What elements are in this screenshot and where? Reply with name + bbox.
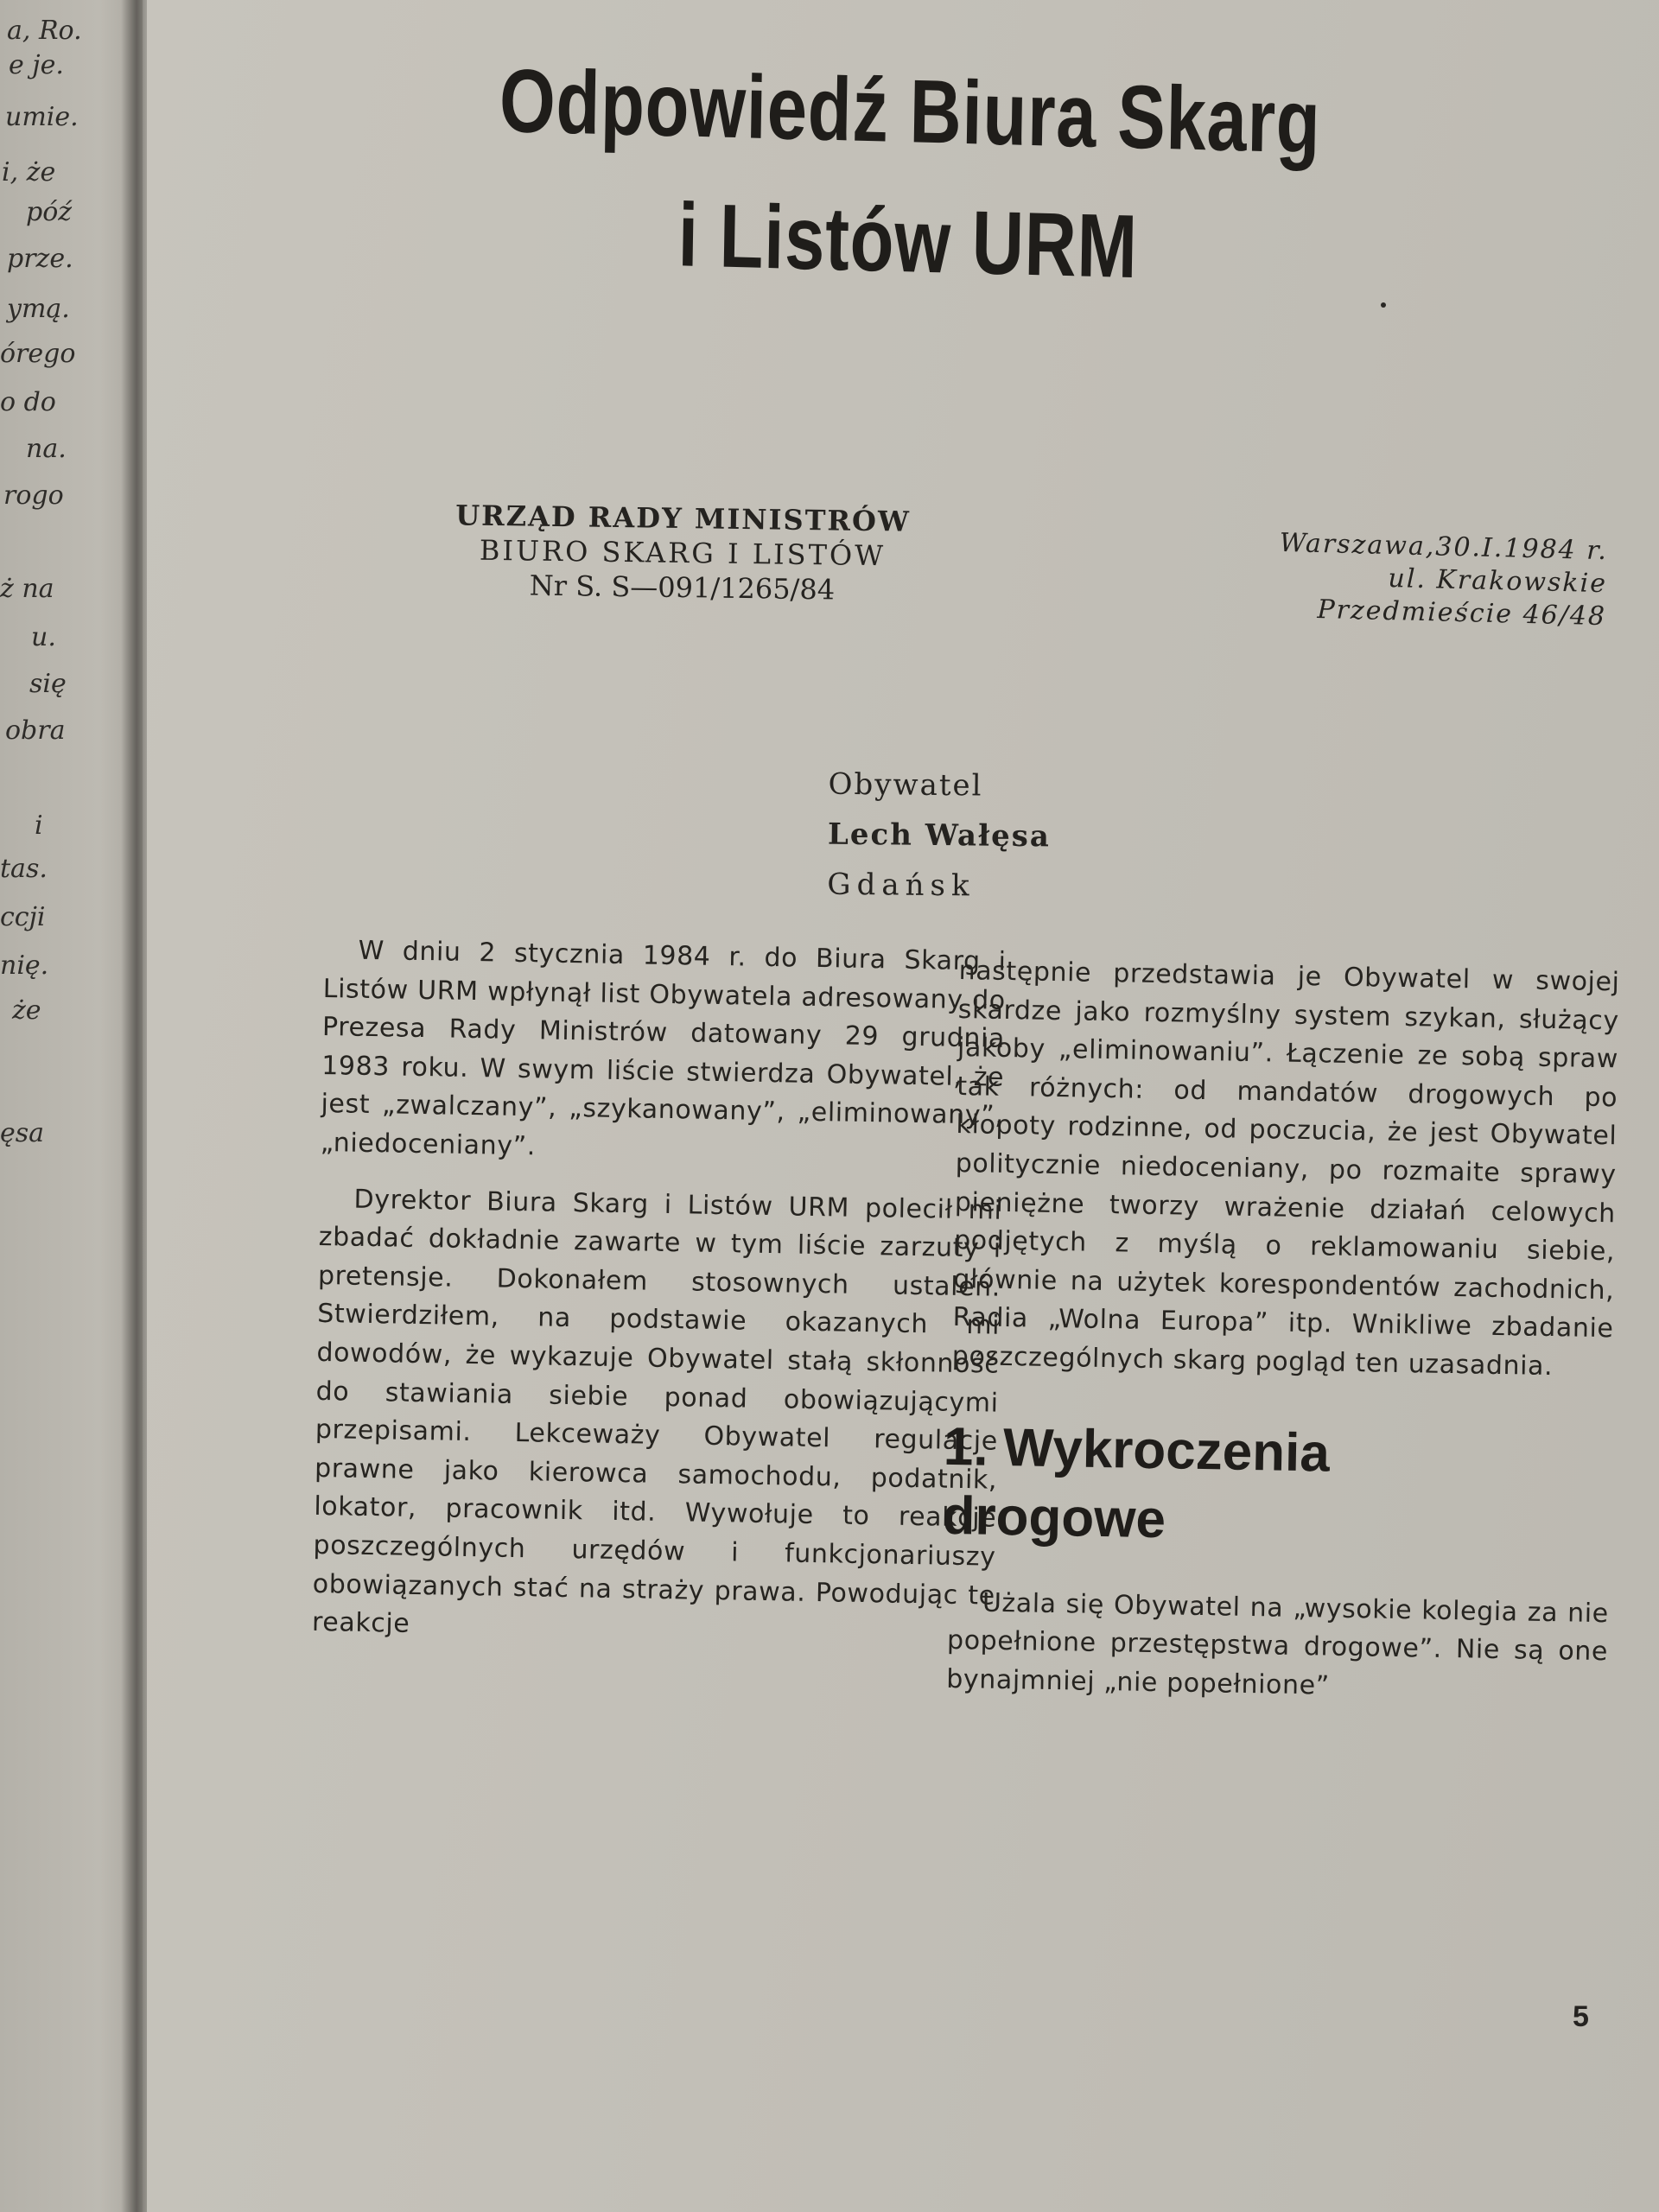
left-page-fragment: umie. — [5, 102, 79, 132]
left-page-fragment: ż na — [0, 574, 54, 604]
left-page-fragment: ymą. — [7, 294, 70, 324]
letter-recipient — [827, 760, 1052, 912]
magazine-page — [147, 0, 1659, 2212]
left-page-fragment: póź — [26, 197, 73, 227]
section-heading — [942, 1412, 1612, 1561]
text-column-right — [942, 952, 1620, 1711]
left-page-fragment: rogo — [3, 480, 64, 511]
left-page-fragment: tas. — [0, 854, 48, 884]
street-line: ul. Krakowskie — [1388, 563, 1608, 600]
text-column-left — [312, 931, 1007, 1654]
page-title — [302, 31, 1516, 322]
left-page-fragment: i — [35, 810, 43, 841]
left-page-fragment: o do — [0, 387, 56, 417]
reference-number: Nr S. S—091/1265/84 — [529, 569, 836, 607]
left-page-fragment: e je. — [9, 50, 64, 80]
sender-bureau: BIURO SKARG I LISTÓW — [479, 533, 887, 573]
sender-office: URZĄD RADY MINISTRÓW — [454, 499, 912, 538]
street-number: Przedmieście 46/48 — [1317, 594, 1607, 632]
ink-speck — [1381, 302, 1386, 308]
recipient-city: Gdańsk — [827, 867, 976, 904]
title-line-2: i Listów URM — [677, 185, 1139, 298]
left-page-fragment: a, Ro. — [7, 16, 82, 46]
left-page-fragment: że — [12, 995, 41, 1026]
left-page-fragment: u. — [31, 622, 56, 652]
section-heading-line-2: drogowe — [942, 1485, 1166, 1549]
left-page-fragment: órego — [0, 339, 76, 369]
title-line-1: Odpowiedź Biura Skarg — [499, 50, 1322, 173]
left-page-fragment: nię. — [0, 950, 49, 981]
left-page-fragment: i, że — [2, 157, 56, 188]
paragraph: Dyrektor Biura Skarg i Listów URM polecił mi zbadać dokładnie zawarte w tym liście zarzuty i pretensje. Dokonałem stosownych ustaleń. Stwierdziłem, na podstawie okazanych mi dowodów, że wykazuje Obywatel stałą skłonność do stawiania siebie ponad obowiązującymi przepisami. Lekceważy Obywatel regulacje prawne jako kierowca samochodu, podatnik, lokator, pracownik itd. Wywołuje to reakcje poszczególnych urzędów i funkcjonariuszy obowiązanych stać na straży prawa. Powodując te reakcje — [311, 1184, 1002, 1639]
left-page-fragment: obra — [5, 715, 66, 746]
left-page-fragment: się — [29, 669, 67, 699]
section-heading-line-1: 1. Wykroczenia — [943, 1416, 1331, 1484]
paragraph: W dniu 2 stycznia 1984 r. do Biura Skarg i Listów URM wpłynął list Obywatela adresowany do Prezesa Rady Ministrów datowany 29 grudnia 1983 roku. W swym liście stwierdza Obywatel, że jest „zwalczany”, „szykanowany”, „eliminowany”, „niedoceniany”. — [320, 935, 1007, 1162]
letterhead-place-date — [1096, 523, 1609, 633]
recipient-name: Lech Wałęsa — [827, 817, 1052, 855]
left-page-fragment: prze. — [7, 244, 73, 274]
paragraph: następnie przedstawia je Obywatel w swojej skardze jako rozmyślny system szykan, służący jakoby „eliminowaniu”. Łączenie ze sobą spraw tak różnych: od mandatów drogowych po kłopoty rodzinne, od poczucia, że jest Obywatel politycznie niedoceniany, po rozmaite sprawy pieniężne tworzy wrażenie działań celowych podjętych z myślą o reklamowaniu siebie, głównie na użytek korespondentów zachodnich, Radia „Wolna Europa” itp. Wnikliwe zbadanie poszczególnych skarg pogląd ten uzasadnia. — [951, 955, 1620, 1382]
left-page-fragment: ęsa — [0, 1118, 45, 1148]
left-page-fragment: na. — [26, 434, 67, 464]
place-and-date: Warszawa,30.I.1984 r. — [1279, 527, 1609, 567]
left-page-fragment: ccji — [0, 902, 46, 932]
recipient-salutation: Obywatel — [828, 766, 983, 804]
page-number: 5 — [1573, 2000, 1589, 2033]
paragraph: Użala się Obywatel na „wysokie kolegia za nie popełnione przestępstwa drogowe”. Nie są one bynajmniej „nie popełnione” — [946, 1587, 1610, 1701]
letterhead-sender — [405, 498, 960, 609]
